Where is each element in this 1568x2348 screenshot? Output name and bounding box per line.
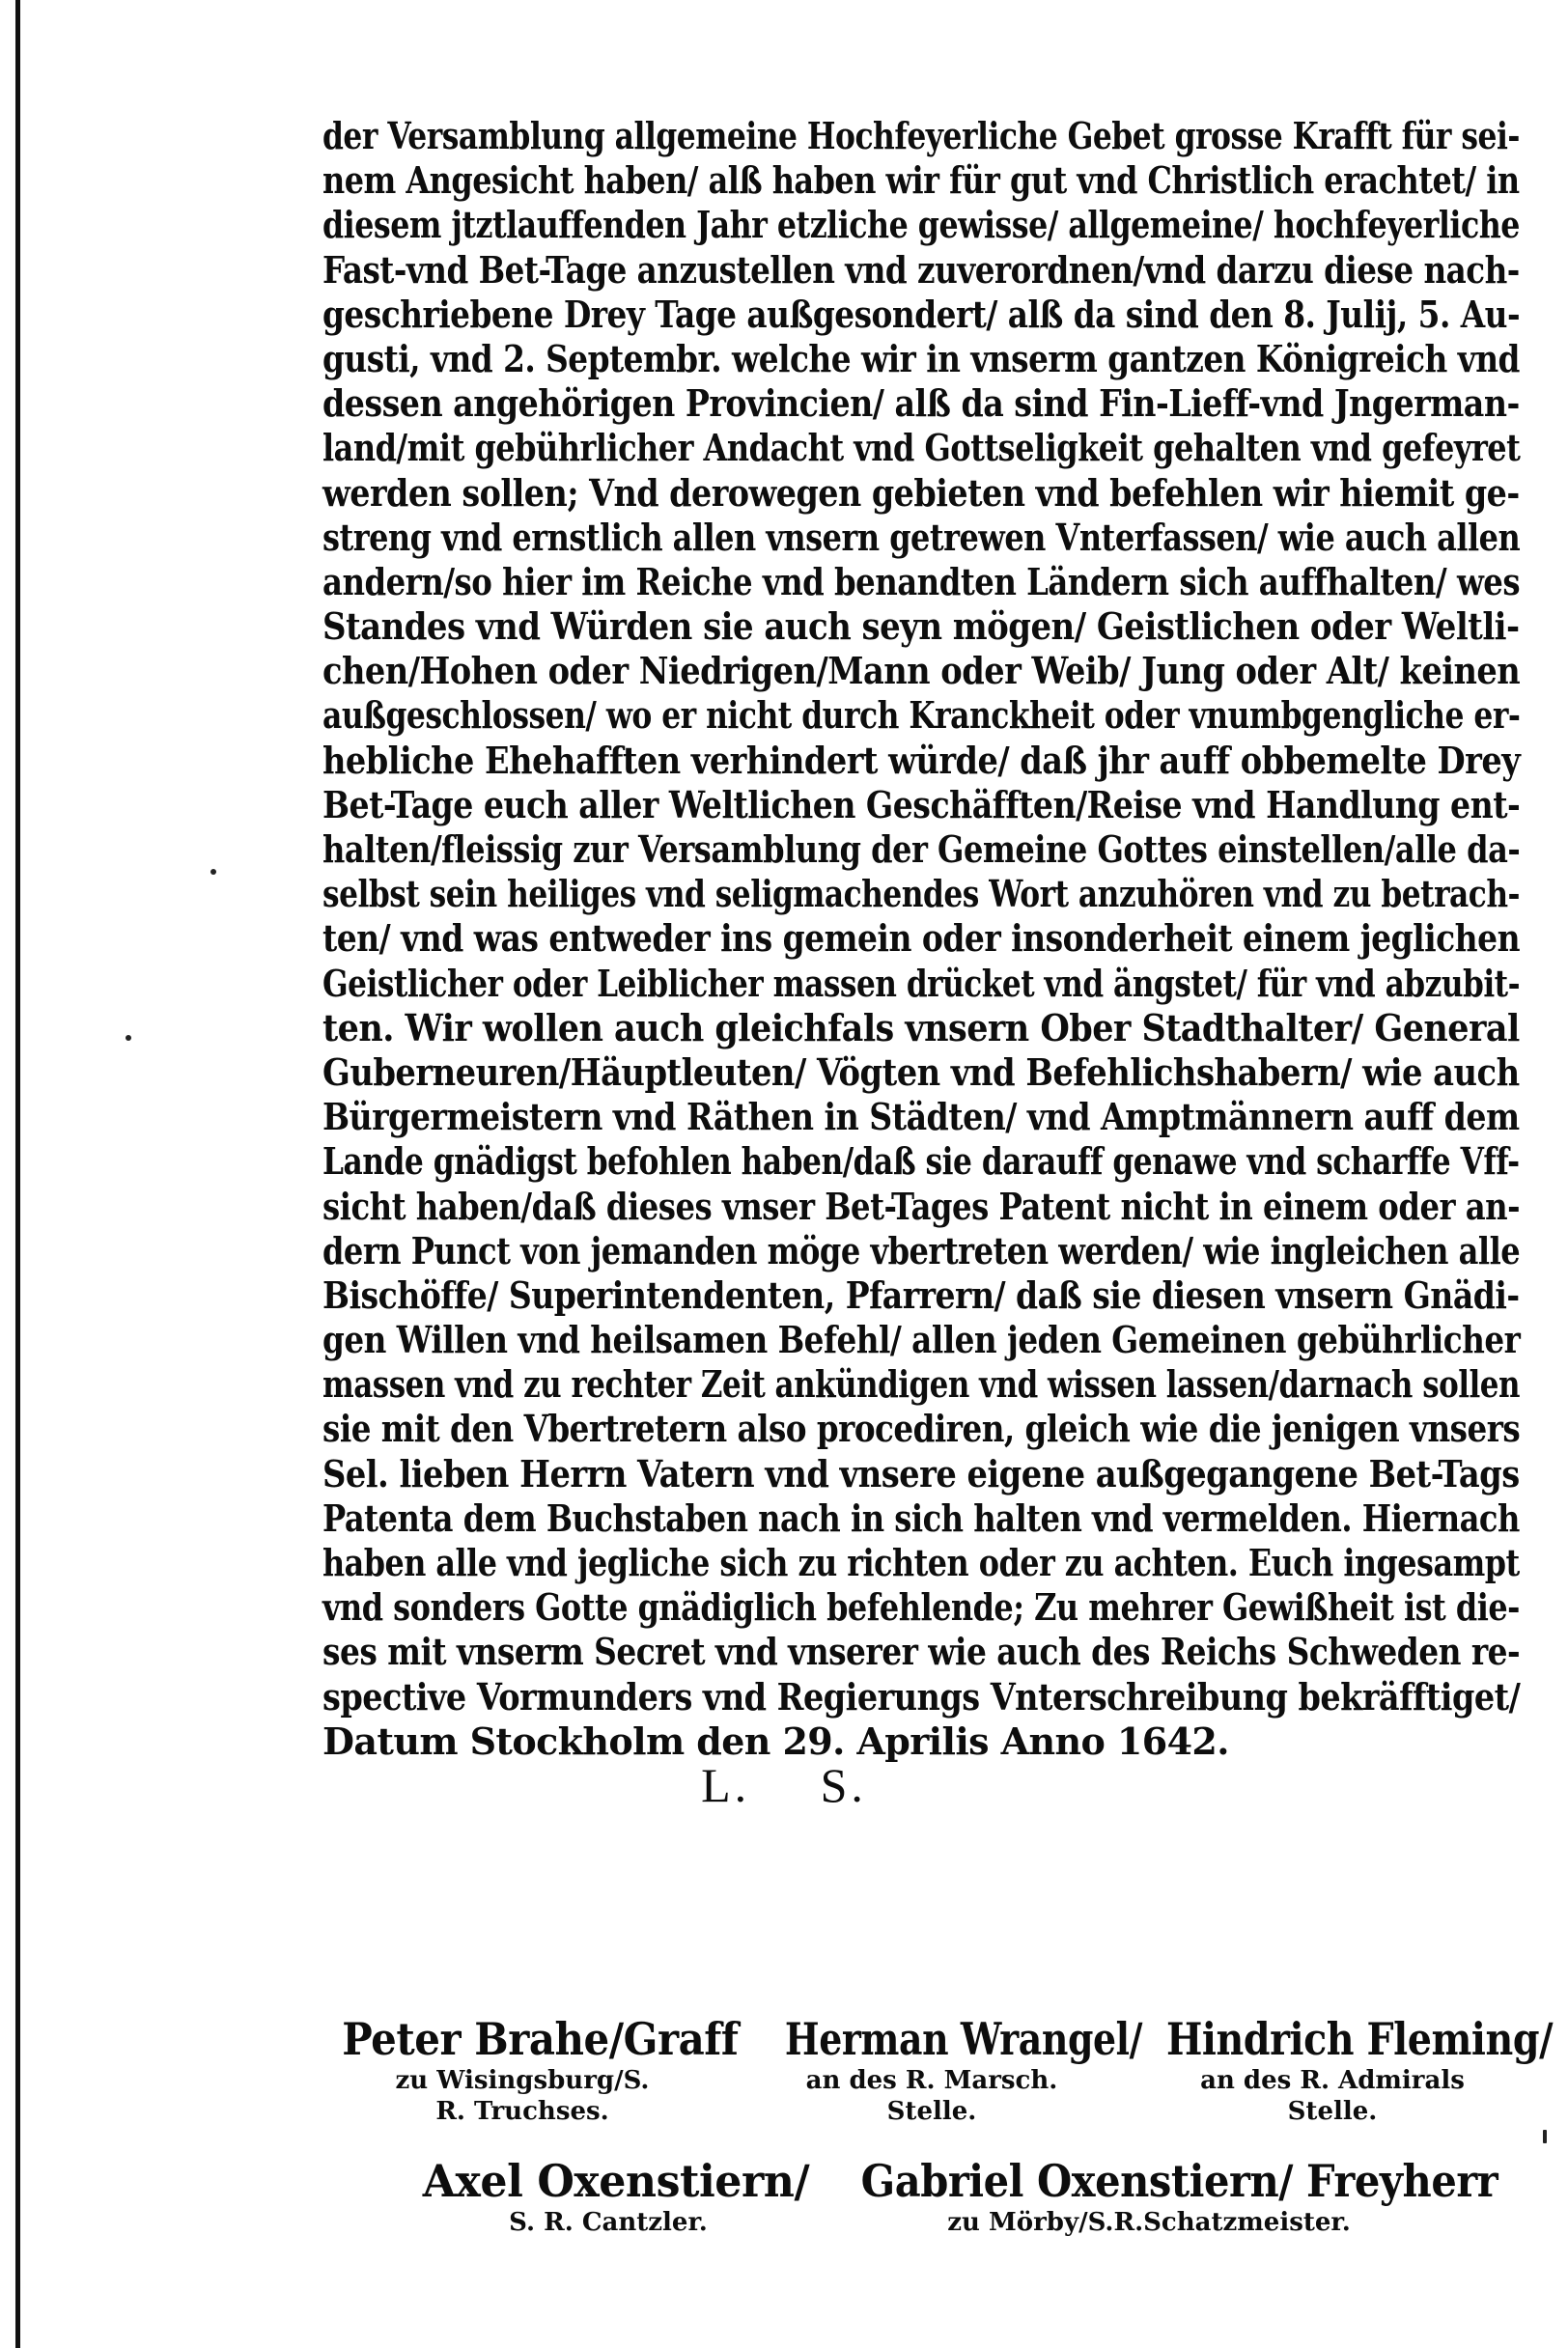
signature-gabriel-oxenstiern bbox=[830, 2155, 1498, 2238]
signature-herman-wrangel bbox=[753, 2013, 1143, 2127]
signer-title: R. Truchses. bbox=[435, 2097, 609, 2126]
text-line: selbst sein heiliges vnd seligmachendes Wort anzuhören vnd zu betrach- bbox=[322, 872, 1521, 916]
text-line: dern Punct von jemanden möge vbertreten werden/ wie ingleichen alle bbox=[322, 1228, 1521, 1272]
text-line: Bet-Tage euch aller Weltlichen Geschäfften/Reise vnd Handlung ent- bbox=[322, 782, 1521, 826]
text-line: chen/Hohen oder Niedrigen/Mann oder Weib/ Jung oder Alt/ keinen bbox=[322, 649, 1521, 693]
signer-name: Peter Brahe/Graff bbox=[342, 2013, 739, 2065]
text-line: Patenta dem Buchstaben nach in sich halten vnd vermelden. Hiernach bbox=[322, 1495, 1520, 1540]
text-line: Fast-vnd Bet-Tage anzustellen vnd zuverordnen/vnd darzu diese nach- bbox=[322, 247, 1520, 292]
text-line: ten. Wir wollen auch gleichfals vnsern Ober Stadthalter/ General bbox=[322, 1005, 1520, 1049]
signer-title: zu Mörby/S.R.Schatzmeister. bbox=[947, 2208, 1351, 2237]
signature-peter-brahe bbox=[324, 2013, 739, 2127]
text-line: spective Vormunders vnd Regierungs Vnterschreibung bekräfftiget/ bbox=[322, 1674, 1521, 1719]
text-line: hebliche Ehehafften verhindert würde/ daß jhr auff obbemelte Drey bbox=[322, 738, 1521, 782]
text-line: nem Angesicht haben/ alß haben wir für gut vnd Christlich erachtet/ in bbox=[322, 158, 1520, 203]
signer-title: zu Wisingsburg/S. bbox=[395, 2066, 650, 2095]
text-line: sicht haben/daß dieses vnser Bet-Tages Patent nicht in einem oder an- bbox=[322, 1184, 1521, 1228]
signer-name: Axel Oxenstiern/ bbox=[422, 2155, 810, 2207]
text-line: land/mit gebührlicher Andacht vnd Gottseligkeit gehalten vnd gefeyret bbox=[322, 426, 1521, 470]
text-line: Guberneuren/Häuptleuten/ Vögten vnd Befehlichshabern/ wie auch bbox=[322, 1049, 1520, 1094]
signer-title: an des R. Admirals bbox=[1200, 2066, 1465, 2095]
text-line: werden sollen; Vnd derowegen gebieten vnd befehlen wir hiemit ge- bbox=[322, 470, 1520, 515]
text-line: außgeschlossen/ wo er nicht durch Kranckheit oder vnumbgengliche er- bbox=[322, 693, 1521, 738]
seal-s: S. bbox=[820, 1758, 867, 1812]
text-line: Standes vnd Würden sie auch seyn mögen/ Geistlichen oder Weltli- bbox=[322, 604, 1520, 649]
signature-axel-oxenstiern bbox=[415, 2155, 810, 2238]
text-line: ses mit vnserm Secret vnd vnserer wie auch des Reichs Schweden re- bbox=[322, 1630, 1521, 1674]
signer-name: Hindrich Fleming/ bbox=[1165, 2013, 1554, 2065]
text-line: Lande gnädigst befohlen haben/daß sie darauff genawe vnd scharffe Vff- bbox=[322, 1139, 1520, 1184]
signer-name: Gabriel Oxenstiern/ Freyherr bbox=[860, 2155, 1498, 2207]
text-line: ten/ vnd was entweder ins gemein oder insonderheit einem jeglichen bbox=[322, 916, 1521, 961]
text-line: andern/so hier im Reiche vnd benandten Ländern sich auffhalten/ wes bbox=[322, 559, 1521, 603]
text-line: haben alle vnd jegliche sich zu richten oder zu achten. Euch ingesampt bbox=[322, 1541, 1520, 1584]
text-line: der Versamblung allgemeine Hochfeyerliche Gebet grosse Krafft für sei- bbox=[322, 114, 1520, 157]
text-line: massen vnd zu rechter Zeit ankündigen vnd wissen lassen/darnach sollen bbox=[322, 1362, 1520, 1407]
text-line: gen Willen vnd heilsamen Befehl/ allen jeden Gemeinen gebührlicher bbox=[322, 1318, 1521, 1362]
text-line: Bischöffe/ Superintendenten, Pfarrern/ daß sie diesen vnsern Gnädi- bbox=[322, 1272, 1520, 1317]
text-line: Bürgermeistern vnd Räthen in Städten/ vnd Amptmännern auff dem bbox=[322, 1095, 1520, 1139]
text-line: sie mit den Vbertretern also procediren, gleich wie die jenigen vnsers bbox=[322, 1407, 1521, 1451]
text-line: Geistlicher oder Leiblicher massen drücket vnd ängstet/ für vnd abzubit- bbox=[322, 961, 1521, 1005]
date-line: Datum Stockholm den 29. Aprilis Anno 1642. bbox=[322, 1719, 1229, 1763]
signer-title: Stelle. bbox=[1287, 2097, 1378, 2126]
text-line: streng vnd ernstlich allen vnsern getrewen Vnterfassen/ wie auch allen bbox=[322, 515, 1521, 559]
text-line: dessen angehörigen Provincien/ alß da sind Fin-Lieff-vnd Jngerman- bbox=[322, 381, 1520, 426]
signer-title: an des R. Marsch. bbox=[805, 2066, 1058, 2095]
text-line: halten/fleissig zur Versamblung der Gemeine Gottes einstellen/alle da- bbox=[322, 827, 1521, 871]
signer-title: S. R. Cantzler. bbox=[509, 2208, 708, 2237]
text-line: Sel. lieben Herrn Vatern vnd vnsere eigene außgegangene Bet-Tags bbox=[322, 1451, 1520, 1495]
text-line: geschriebene Drey Tage außgesondert/ alß da sind den 8. Julij, 5. Au- bbox=[322, 292, 1521, 336]
signer-name: Herman Wrangel/ bbox=[784, 2013, 1143, 2065]
text-line: vnd sonders Gotte gnädiglich befehlende; Zu mehrer Gewißheit ist die- bbox=[322, 1585, 1520, 1630]
signature-hindrich-fleming bbox=[1139, 2013, 1554, 2127]
signer-title: Stelle. bbox=[886, 2097, 977, 2126]
seal-l: L. bbox=[701, 1758, 751, 1812]
text-line: diesem jtztlauffenden Jahr etzliche gewisse/ allgemeine/ hochfeyerliche bbox=[322, 203, 1520, 247]
text-line: gusti, vnd 2. Septembr. welche wir in vnserm gantzen Königreich vnd bbox=[322, 336, 1520, 380]
